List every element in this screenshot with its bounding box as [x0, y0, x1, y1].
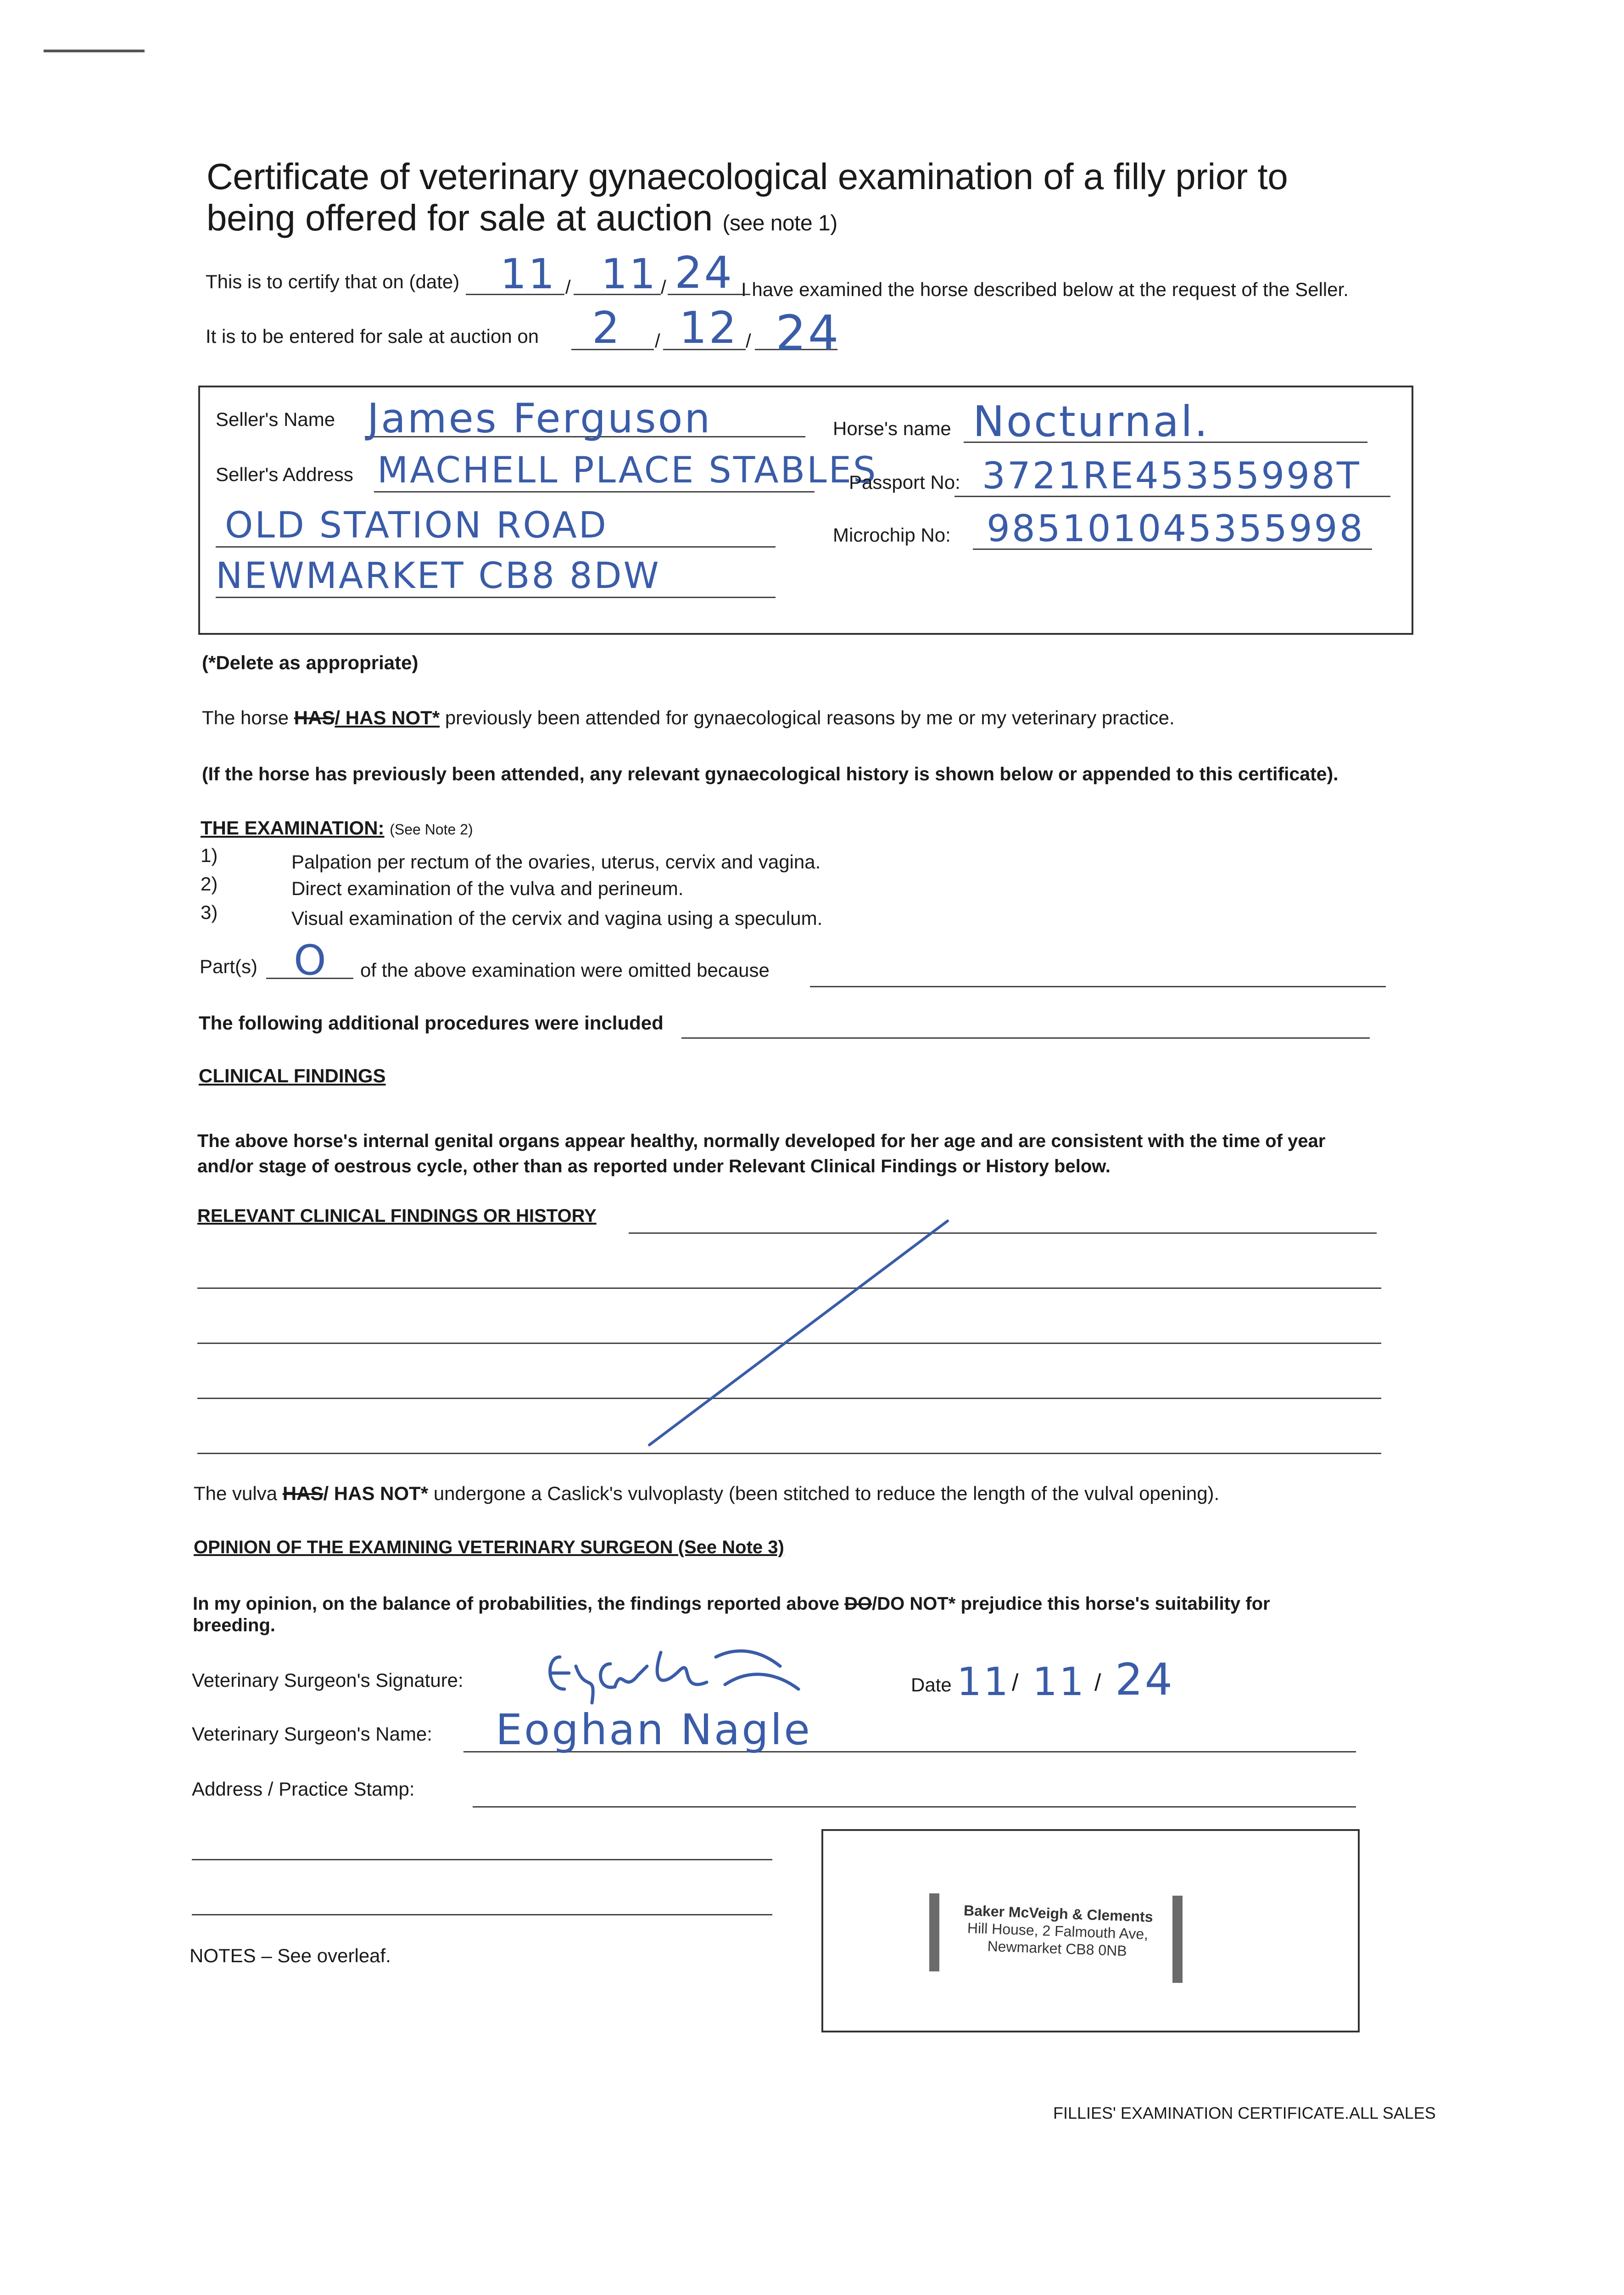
exam-item-1: Palpation per rectum of the ovaries, uterus, cervix and vagina. [291, 851, 821, 873]
horse-name: Nocturnal. [973, 397, 1210, 446]
vet-name-label: Veterinary Surgeon's Name: [192, 1723, 432, 1745]
address-stamp-label: Address / Practice Stamp: [192, 1778, 415, 1800]
parts-value: O [294, 936, 328, 985]
opinion-do-struck: DO [844, 1594, 872, 1614]
title-line-1: Certificate of veterinary gynaecological examination of a filly prior to [206, 156, 1288, 197]
auction-date-year: 24 [776, 305, 841, 361]
seller-address-line-1: MACHELL PLACE STABLES [377, 450, 878, 491]
seller-name-label: Seller's Name [216, 409, 335, 430]
notes-text: NOTES – See overleaf. [190, 1945, 391, 1966]
attended-has-struck: HAS [294, 707, 335, 728]
delete-note: (*Delete as appropriate) [202, 652, 419, 673]
signature-date-day: 11 [957, 1659, 1010, 1705]
additional-procedures-label: The following additional procedures were included [199, 1012, 664, 1034]
seller-address-label: Seller's Address [216, 464, 353, 485]
clinical-statement-line-2: and/or stage of oestrous cycle, other than as reported under Relevant Clinical Findings or History below. [197, 1156, 1111, 1176]
exam-item-2: Direct examination of the vulva and perineum. [291, 878, 684, 899]
horse-name-label: Horse's name [833, 418, 951, 439]
seller-address-line-3: NEWMARKET CB8 8DW [216, 555, 661, 597]
history-note: (If the horse has previously been attended, any relevant gynaecological history is shown below or appended to this certificate). [202, 763, 1339, 784]
signature-date-year: 24 [1115, 1655, 1174, 1705]
certify-prefix: This is to certify that on (date) [206, 271, 460, 292]
parts-label: Part(s) [200, 956, 257, 977]
signature-label: Veterinary Surgeon's Signature: [192, 1669, 463, 1691]
passport-number: 3721RE45355998T [982, 454, 1361, 497]
parts-suffix: of the above examination were omitted because [360, 959, 770, 981]
exam-item-3: Visual examination of the cervix and vagina using a speculum. [291, 907, 823, 929]
title-note: (see note 1) [722, 211, 837, 235]
vet-signature [541, 1639, 826, 1707]
seller-address-line-2: OLD STATION ROAD [225, 505, 608, 546]
certify-suffix: I have examined the horse described below at the request of the Seller. [741, 279, 1349, 300]
title-line-2: being offered for sale at auction [206, 197, 713, 238]
signature-date-month: 11 [1032, 1659, 1086, 1705]
exam-date-month: 11 [601, 250, 658, 298]
vet-name: Eoghan Nagle [496, 1705, 812, 1754]
clinical-statement-line-1: The above horse's internal genital organs appear healthy, normally developed for her age and are consistent with the time of year [197, 1131, 1326, 1151]
vulva-has-not: / HAS NOT* [323, 1483, 429, 1504]
seller-name: James Ferguson [367, 395, 712, 442]
auction-date-month: 12 [679, 303, 738, 353]
exam-date-day: 11 [500, 250, 557, 298]
exam-item-3-num: 3) [201, 901, 218, 923]
microchip-label: Microchip No: [833, 524, 951, 546]
passport-label: Passport No: [849, 471, 960, 493]
footer-text: FILLIES' EXAMINATION CERTIFICATE.ALL SALES [1053, 2104, 1436, 2122]
exam-item-1-num: 1) [201, 845, 218, 866]
opinion-heading: OPINION OF THE EXAMINING VETERINARY SURGEON (See Note 3) [194, 1537, 784, 1557]
opinion-statement: In my opinion, on the balance of probabilities, the findings reported above DO/DO NOT* prejudice this horse's suitability for [193, 1594, 1270, 1614]
exam-date-year: 24 [675, 248, 734, 298]
opinion-line-2: breeding. [193, 1615, 276, 1635]
auction-date-day: 2 [592, 303, 622, 353]
examination-heading: THE EXAMINATION: (See Note 2) [201, 817, 473, 839]
exam-item-2-num: 2) [201, 873, 218, 895]
stamp-left-bar [929, 1893, 939, 1971]
attended-statement: The horse HAS/ HAS NOT* previously been attended for gynaecological reasons by me or my veterinary practice. [202, 707, 1175, 728]
stamp-line-2: Hill House, 2 Falmouth Ave, [967, 1920, 1149, 1942]
stamp-line-1: Baker McVeigh & Clements [963, 1902, 1154, 1926]
relevant-findings-heading: RELEVANT CLINICAL FINDINGS OR HISTORY [197, 1206, 597, 1226]
auction-prefix: It is to be entered for sale at auction on [206, 325, 539, 347]
attended-has-not: / HAS NOT* [335, 707, 440, 728]
date-label: Date [911, 1674, 952, 1696]
vulva-statement: The vulva HAS/ HAS NOT* undergone a Caslick's vulvoplasty (been stitched to reduce the length of the vulval opening). [194, 1483, 1220, 1504]
clinical-findings-heading: CLINICAL FINDINGS [199, 1065, 386, 1086]
vulva-has-struck: HAS [282, 1483, 324, 1504]
stamp-right-bar [1172, 1896, 1183, 1983]
stamp-line-3: Newmarket CB8 0NB [987, 1937, 1127, 1959]
opinion-do-not: /DO NOT* [872, 1594, 956, 1614]
microchip-number: 985101045355998 [987, 507, 1365, 550]
practice-stamp [947, 1901, 1169, 1961]
